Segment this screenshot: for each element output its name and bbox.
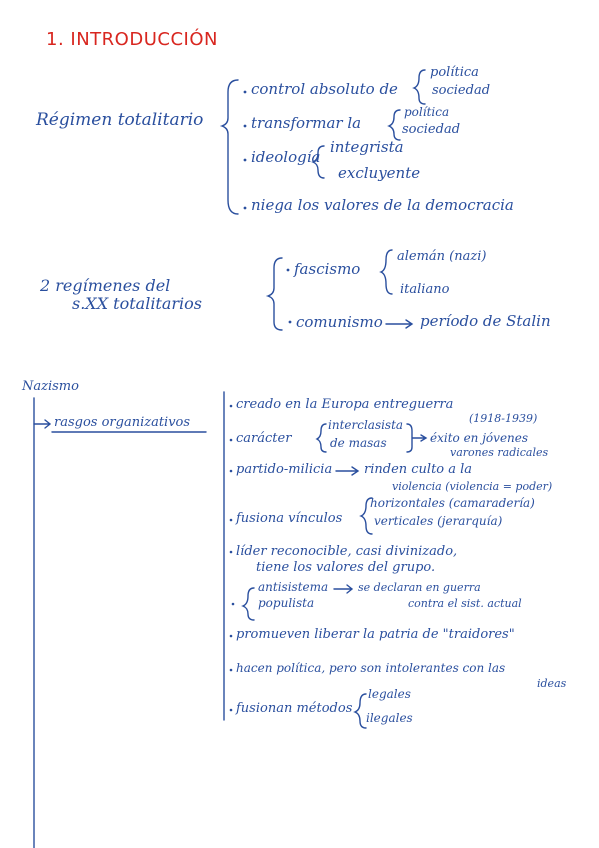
regimen-item-2: transformar la: [251, 114, 362, 132]
bullet: [230, 439, 233, 442]
brace-control: [414, 70, 425, 104]
populista-text: populista: [258, 596, 315, 610]
bullet: [230, 709, 233, 712]
fusiona-text: fusiona vínculos: [236, 511, 343, 526]
fusiona-sub-2: verticales (jerarquía): [374, 514, 503, 528]
fusionan-sub-2: ilegales: [366, 711, 413, 725]
varones-text: varones radicales: [450, 446, 549, 459]
rinden-text: rinden culto a la: [364, 462, 473, 477]
brace-transformar: [389, 110, 400, 140]
regimen-item-1-sub-2: sociedad: [432, 83, 491, 98]
regimen-item-2-sub-2: sociedad: [402, 122, 461, 137]
ideas-text: ideas: [537, 677, 567, 690]
regimen-label: Régimen totalitario: [36, 110, 204, 130]
contra-text: contra el sist. actual: [408, 597, 522, 610]
bullet: [244, 159, 247, 162]
comunismo-label: comunismo: [296, 313, 383, 331]
brace-fascismo: [381, 250, 392, 294]
caracter-text: carácter: [236, 431, 292, 446]
regimen-item-1-sub-1: política: [430, 65, 479, 80]
bracket-caracter: [407, 424, 426, 452]
brace-regimenes: [268, 258, 282, 330]
bullet: [230, 519, 233, 522]
years-text: (1918-1939): [469, 412, 538, 425]
violencia-text: violencia (violencia = poder): [392, 480, 553, 493]
regimen-item-3-sub-1: integrista: [330, 138, 404, 156]
bullet: [244, 125, 247, 128]
regimen-item-3: ideología: [251, 148, 321, 166]
declaran-text: se declaran en guerra: [358, 581, 481, 594]
bullet: [230, 405, 233, 408]
partido-text: partido-milicia: [236, 462, 333, 477]
bullet: [230, 551, 233, 554]
bullet: [244, 91, 247, 94]
caracter-sub-1: interclasista: [328, 418, 404, 432]
bullet: [232, 603, 235, 606]
fascismo-label: fascismo: [294, 260, 361, 278]
lider-text-1: líder reconocible, casi divinizado,: [236, 544, 458, 559]
brace-caracter: [317, 424, 326, 452]
lider-text-2: tiene los valores del grupo.: [256, 560, 436, 575]
promueven-text: promueven liberar la patria de "traidores": [236, 627, 515, 642]
regimen-item-1: control absoluto de: [251, 80, 398, 98]
nazismo-heading: Nazismo: [22, 379, 79, 394]
creado-text: creado en la Europa entreguerra: [236, 397, 454, 412]
fusiona-sub-1: horizontales (camaradería): [370, 496, 535, 510]
comunismo-period: período de Stalin: [420, 312, 551, 330]
fascismo-sub-2: italiano: [400, 282, 450, 297]
regimen-item-2-sub-1: política: [404, 105, 450, 119]
bullet: [230, 635, 233, 638]
brace-antisistema: [243, 588, 254, 620]
page-title: 1. INTRODUCCIÓN: [46, 29, 218, 50]
rasgos-organizativos-label: rasgos organizativos: [54, 415, 191, 430]
hacen-text: hacen política, pero son intolerantes con las: [236, 661, 506, 675]
bullet: [289, 321, 292, 324]
brace-fusionan: [355, 694, 366, 728]
bullet: [244, 207, 247, 210]
exito-text: éxito en jóvenes: [430, 431, 529, 445]
fascismo-sub-1: alemán (nazi): [397, 249, 487, 264]
regimen-item-3-sub-2: excluyente: [338, 164, 421, 182]
bullet: [287, 269, 290, 272]
fusionan-sub-1: legales: [368, 687, 411, 701]
branch-arrow: [34, 420, 50, 428]
regimen-item-4: niega los valores de la democracia: [251, 196, 514, 214]
bullet: [230, 669, 233, 672]
antisistema-text: antisistema: [258, 580, 329, 594]
regimenes-label-line-1: 2 regímenes del: [40, 276, 171, 295]
brace-regimen: [222, 80, 238, 214]
regimenes-label-line-2: s.XX totalitarios: [72, 294, 203, 313]
arrow-comunismo: [386, 320, 412, 328]
arrow-partido: [336, 467, 358, 475]
caracter-sub-2: de masas: [330, 436, 387, 450]
bullet: [230, 470, 233, 473]
arrow-antisistema: [334, 585, 352, 593]
fusionan-text: fusionan métodos: [236, 701, 353, 716]
